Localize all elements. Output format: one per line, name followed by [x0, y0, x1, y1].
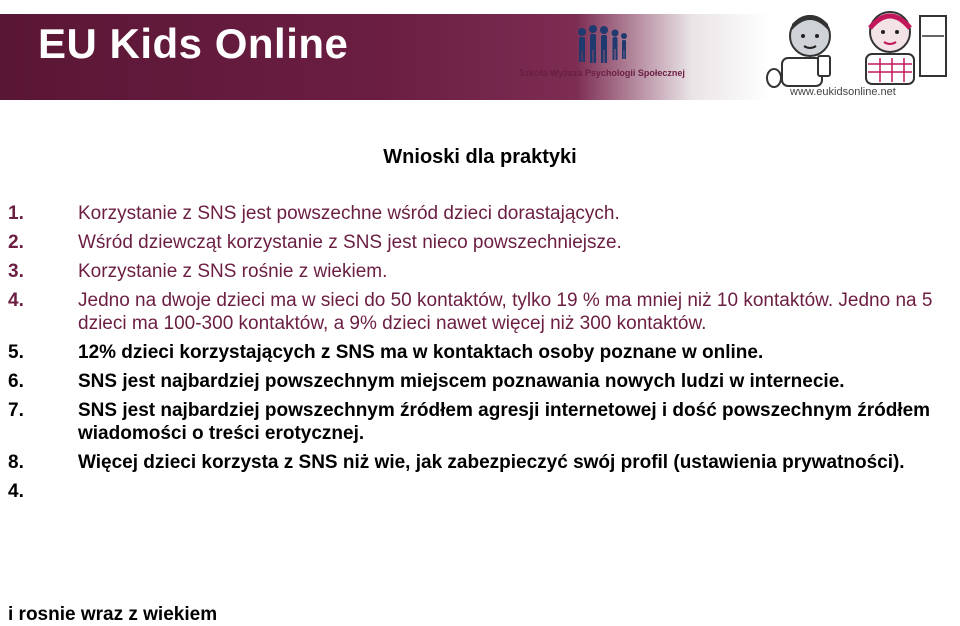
list-item: [8, 202, 952, 225]
list-item: [8, 260, 952, 283]
people-logo-icon: [574, 24, 630, 66]
list-item: [8, 480, 952, 503]
item-text: SNS jest najbardziej powszechnym miejscem poznawania nowych ludzi w internecie.: [78, 371, 845, 392]
list-item: [8, 231, 952, 254]
school-logo: [512, 24, 692, 84]
item-text: [78, 480, 952, 503]
page-title: Wnioski dla praktyki: [383, 146, 577, 168]
list-item: [8, 289, 952, 335]
banner-title: EU Kids Online: [38, 20, 349, 67]
conclusions-list: [8, 202, 952, 509]
item-number: 8.: [8, 452, 24, 473]
item-number: 4.: [8, 290, 24, 311]
site-url: www.eukidsonline.net: [790, 86, 896, 98]
list-item: [8, 341, 952, 364]
item-text: 12% dzieci korzystających z SNS ma w kontaktach osoby poznane w online.: [78, 342, 764, 363]
item-text: Korzystanie z SNS rośnie z wiekiem.: [78, 261, 388, 282]
item-number: 5.: [8, 342, 24, 363]
school-name: Szkoła Wyższa Psychologii Społecznej: [519, 68, 685, 78]
item-number: 3.: [8, 261, 24, 282]
item-number: 1.: [8, 203, 24, 224]
item-number: 7.: [8, 400, 24, 421]
item-text: Wśród dziewcząt korzystanie z SNS jest nieco powszechniejsze.: [78, 232, 622, 253]
header-banner: [0, 0, 960, 104]
kids-illustration-icon: [762, 6, 952, 90]
item-number: 2.: [8, 232, 24, 253]
list-item: [8, 399, 952, 445]
item-number: 6.: [8, 371, 24, 392]
item-text: SNS jest najbardziej powszechnym źródłem agresji internetowej i dość powszechnym źródłem wiadomości o treści erotycznej.: [78, 400, 931, 444]
item-text: Korzystanie z SNS jest powszechne wśród dzieci dorastających.: [78, 203, 620, 224]
list-item: [8, 451, 952, 474]
item-text: Jedno na dwoje dzieci ma w sieci do 50 kontaktów, tylko 19 % ma mniej niż 10 kontaktów. Jedno na 5 dzieci ma 100-300 kontaktów, a 9% dzieci nawet więcej niż 300 kontaktów.: [78, 290, 933, 334]
item-number: 4.: [8, 481, 24, 502]
item-text: Więcej dzieci korzysta z SNS niż wie, jak zabezpieczyć swój profil (ustawienia prywatności).: [78, 452, 905, 473]
list-item: [8, 370, 952, 393]
footnote: i rosnie wraz z wiekiem: [8, 604, 218, 625]
